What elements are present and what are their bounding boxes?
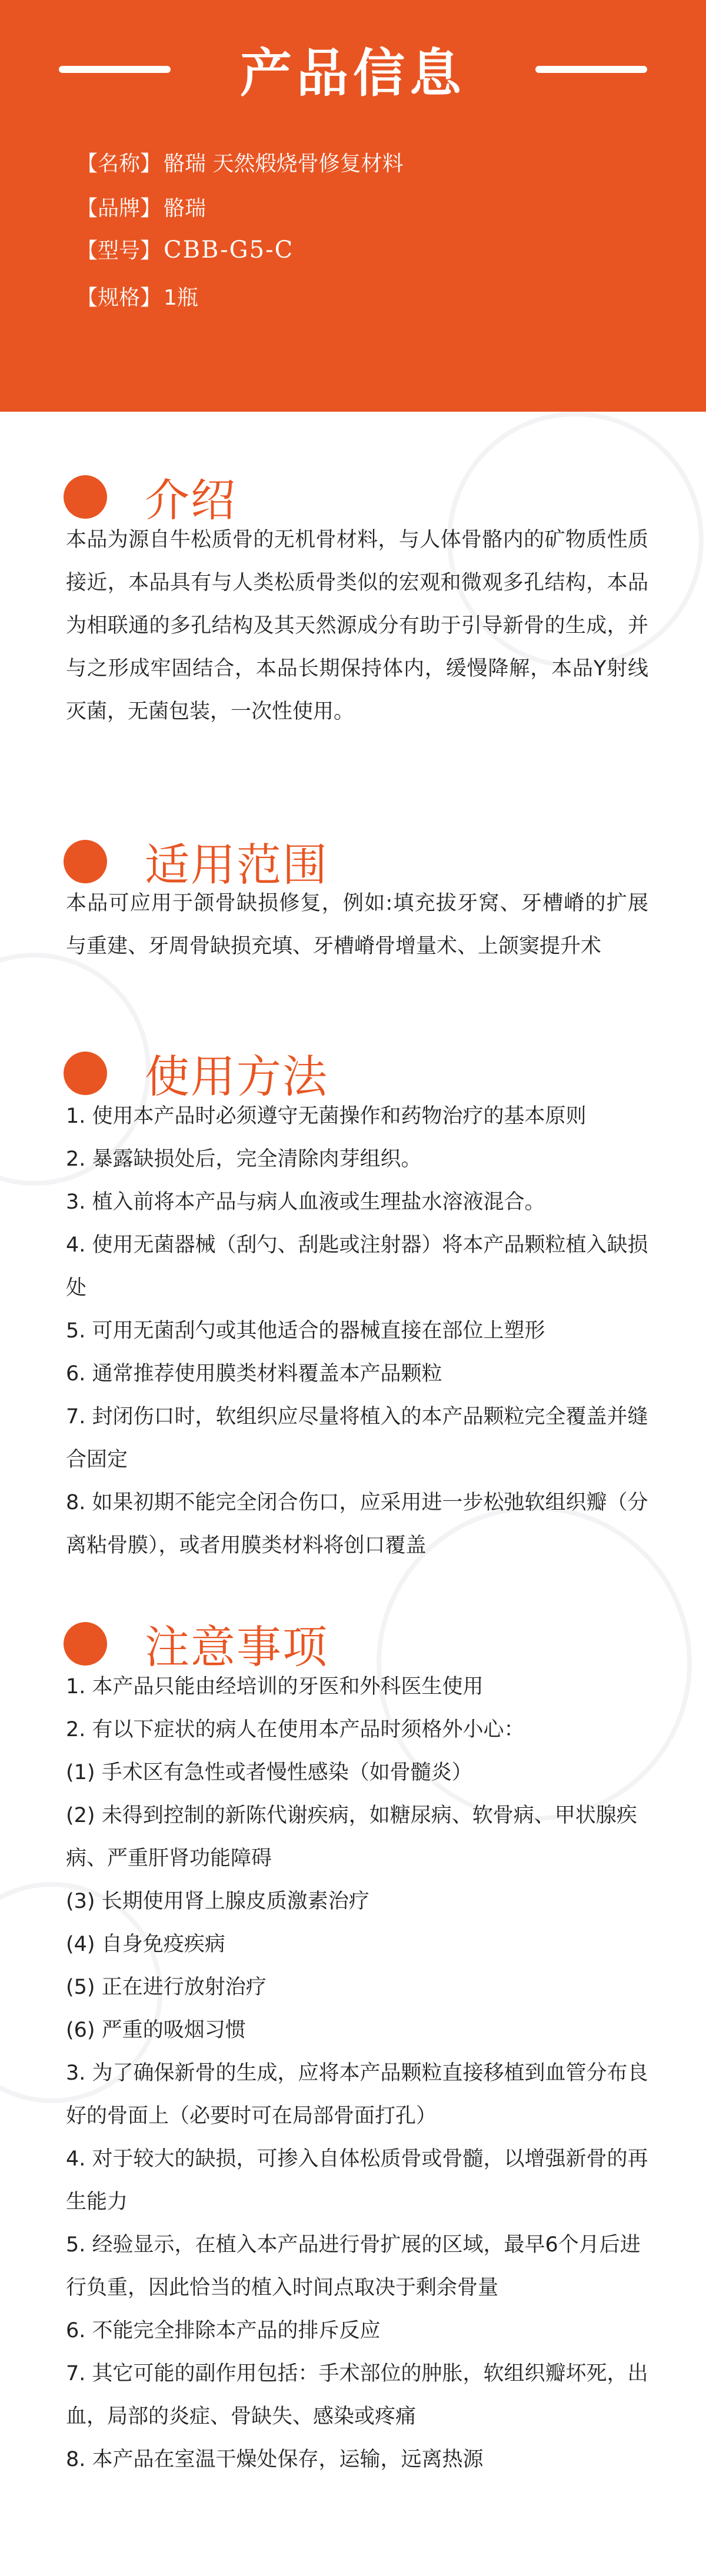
list-item: 2. 暴露缺损处后，完全清除肉芽组织。 [66,1147,422,1171]
list-item: 1. 本产品只能由经培训的牙医和外科医生使用 [66,1675,484,1699]
list-item: (5) 正在进行放射治疗 [66,1976,267,1999]
section-notes-title: 注意事项 [145,1621,328,1673]
list-item: (4) 自身免疫疾病 [66,1933,225,1956]
orange-dot-icon [64,1052,107,1095]
list-item: 7. 封闭伤口时，软组织应尽量将植入的本产品颗粒完全覆盖并缝合固定 [66,1405,648,1471]
section-usage-title: 使用方法 [145,1050,328,1103]
list-item: (6) 严重的吸烟习惯 [66,2018,246,2042]
orange-dot-icon [64,1622,107,1666]
list-item: 5. 可用无菌刮勺或其他适合的器械直接在部位上塑形 [66,1319,545,1343]
list-item: 8. 如果初期不能完全闭合伤口，应采用进一步松弛软组织瓣（分离粘骨膜），或者用膜类材料将创口覆盖 [66,1491,648,1557]
intro-paragraph: 本品为源自牛松质骨的无机骨材料，与人体骨骼内的矿物质性质接近，本品具有与人类松质骨类似的宏观和微观多孔结构，本品为相联通的多孔结构及其天然源成分有助于引导新骨的生成，并与之形成牢固结合，本品长期保持体内，缓慢降解，本品Y射线灭菌，无菌包装，一次性使用。 [66,528,648,723]
list-item: 7. 其它可能的副作用包括：手术部位的肿胀，软组织瓣坏死，出血，局部的炎症、骨缺失、感染或疼痛 [66,2362,648,2428]
notes-list [66,1666,654,2481]
list-item: 4. 对于较大的缺损，可掺入自体松质骨或骨髓，以增强新骨的再生能力 [66,2147,648,2214]
list-item: 6. 通常推荐使用膜类材料覆盖本产品颗粒 [66,1362,442,1386]
list-item: (1) 手术区有急性或者慢性感染（如骨髓炎） [66,1761,472,1784]
list-item: (3) 长期使用肾上腺皮质激素治疗 [66,1890,369,1913]
list-item: 6. 不能完全排除本产品的排斥反应 [66,2319,381,2343]
list-item: 3. 植入前将本产品与病人血液或生理盐水溶液混合。 [66,1190,545,1214]
section-intro-title: 介绍 [145,474,237,526]
page-title: 产品信息 [239,43,466,104]
list-item: 8. 本产品在室温干燥处保存，运输，远离热源 [66,2448,484,2471]
section-scope-title: 适用范围 [145,839,328,891]
spec-brand-key: 【品牌】 [76,196,162,221]
spec-model-key: 【型号】 [76,239,162,263]
list-item: 2. 有以下症状的病人在使用本产品时须格外小心： [66,1718,525,1741]
spec-name-key: 【名称】 [76,152,162,176]
list-item: 5. 经验显示，在植入本产品进行骨扩展的区域，最早6个月后进行负重，因此恰当的植入时间点取决于剩余骨量 [66,2233,641,2300]
spec-name-value: 骼瑞 天然煅烧骨修复材料 [164,152,404,176]
spec-size-key: 【规格】 [76,286,162,310]
scope-paragraph: 本品可应用于颌骨缺损修复，例如:填充拔牙窝、牙槽嵴的扩展与重建、牙周骨缺损充填、牙槽嵴骨增量术、上颌窦提升术 [66,892,648,958]
orange-dot-icon [64,475,107,519]
spec-brand-value: 骼瑞 [164,196,207,221]
list-item: 3. 为了确保新骨的生成，应将本产品颗粒直接移植到血管分布良好的骨面上（必要时可在局部骨面打孔） [66,2061,648,2128]
list-item: 1. 使用本产品时必须遵守无菌操作和药物治疗的基本原则 [66,1105,587,1128]
orange-dot-icon [64,840,107,883]
spec-model-value: CBB-G5-C [164,236,294,263]
list-item: 4. 使用无菌器械（刮勺、刮匙或注射器）将本产品颗粒植入缺损处 [66,1233,648,1300]
usage-list [66,1095,654,1567]
spec-size-value: 1瓶 [164,286,198,310]
list-item: (2) 未得到控制的新陈代谢疾病，如糖尿病、软骨病、甲状腺疾病、严重肝肾功能障碍 [66,1804,637,1870]
